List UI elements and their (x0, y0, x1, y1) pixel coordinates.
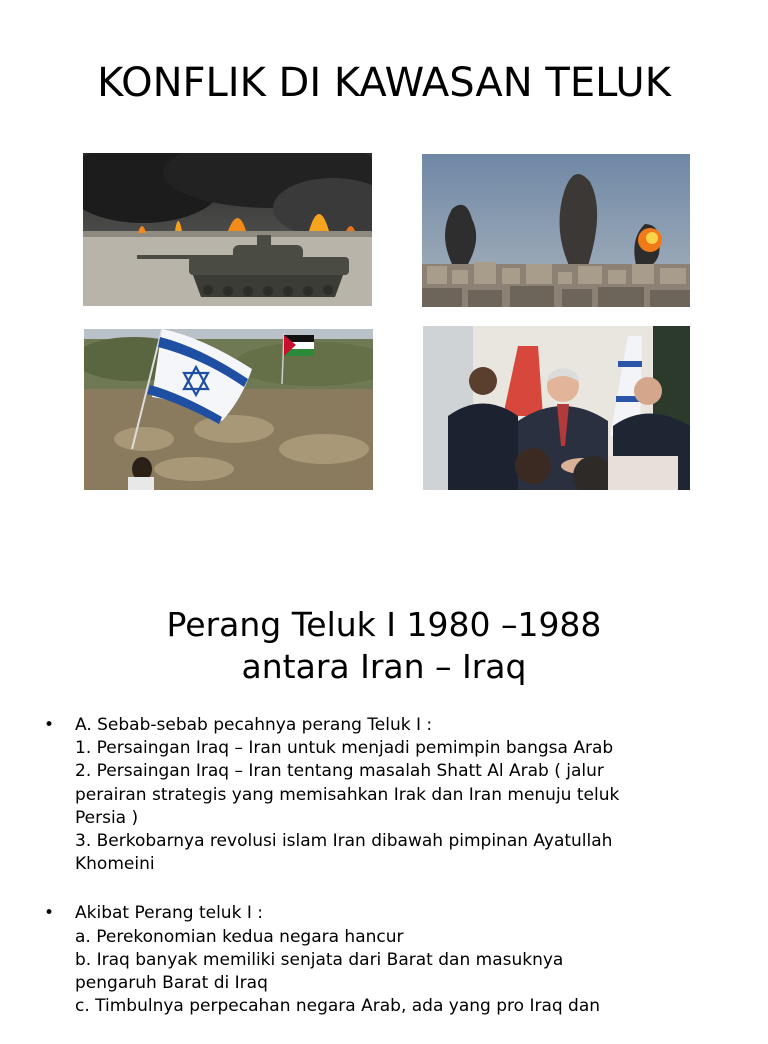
bullet-list (44, 714, 724, 1044)
slide-title: KONFLIK DI KAWASAN TELUK (97, 60, 671, 106)
bullet-line: Persia ) (75, 807, 139, 828)
israel-flag-photo (84, 329, 373, 490)
leaders-handshake-photo (423, 326, 690, 490)
bullet-line: perairan strategis yang memisahkan Irak dan Iran menuju teluk (75, 784, 620, 805)
bullet-line: c. Timbulnya perpecahan negara Arab, ada yang pro Iraq dan (75, 996, 601, 1017)
tank-oil-fire-photo (83, 153, 372, 306)
slide-heading-line-1: Perang Teluk I 1980 –1988 (166, 605, 602, 644)
bullet-line: 1. Persaingan Iraq – Iran untuk menjadi pemimpin bangsa Arab (75, 738, 614, 759)
bullet-line: • Akibat Perang teluk I : (75, 903, 263, 924)
bullet-line: Khomeini (75, 854, 155, 875)
slide-heading-line-2: antara Iran – Iraq (241, 647, 527, 686)
bullet-effects (44, 902, 724, 1018)
bullet-line: pengaruh Barat di Iraq (75, 973, 268, 994)
bullet-causes (44, 714, 724, 876)
bullet-line: a. Perekonomian kedua negara hancur (75, 926, 404, 947)
bullet-line: • A. Sebab-sebab pecahnya perang Teluk I : (75, 715, 433, 735)
city-bombing-photo (422, 154, 690, 307)
bullet-line: b. Iraq banyak memiliki senjata dari Barat dan masuknya (75, 949, 564, 970)
bullet-line: 2. Persaingan Iraq – Iran tentang masalah Shatt Al Arab ( jalur (75, 761, 604, 782)
slide-heading (0, 604, 768, 688)
bullet-line: 3. Berkobarnya revolusi islam Iran dibawah pimpinan Ayatullah (75, 831, 613, 852)
